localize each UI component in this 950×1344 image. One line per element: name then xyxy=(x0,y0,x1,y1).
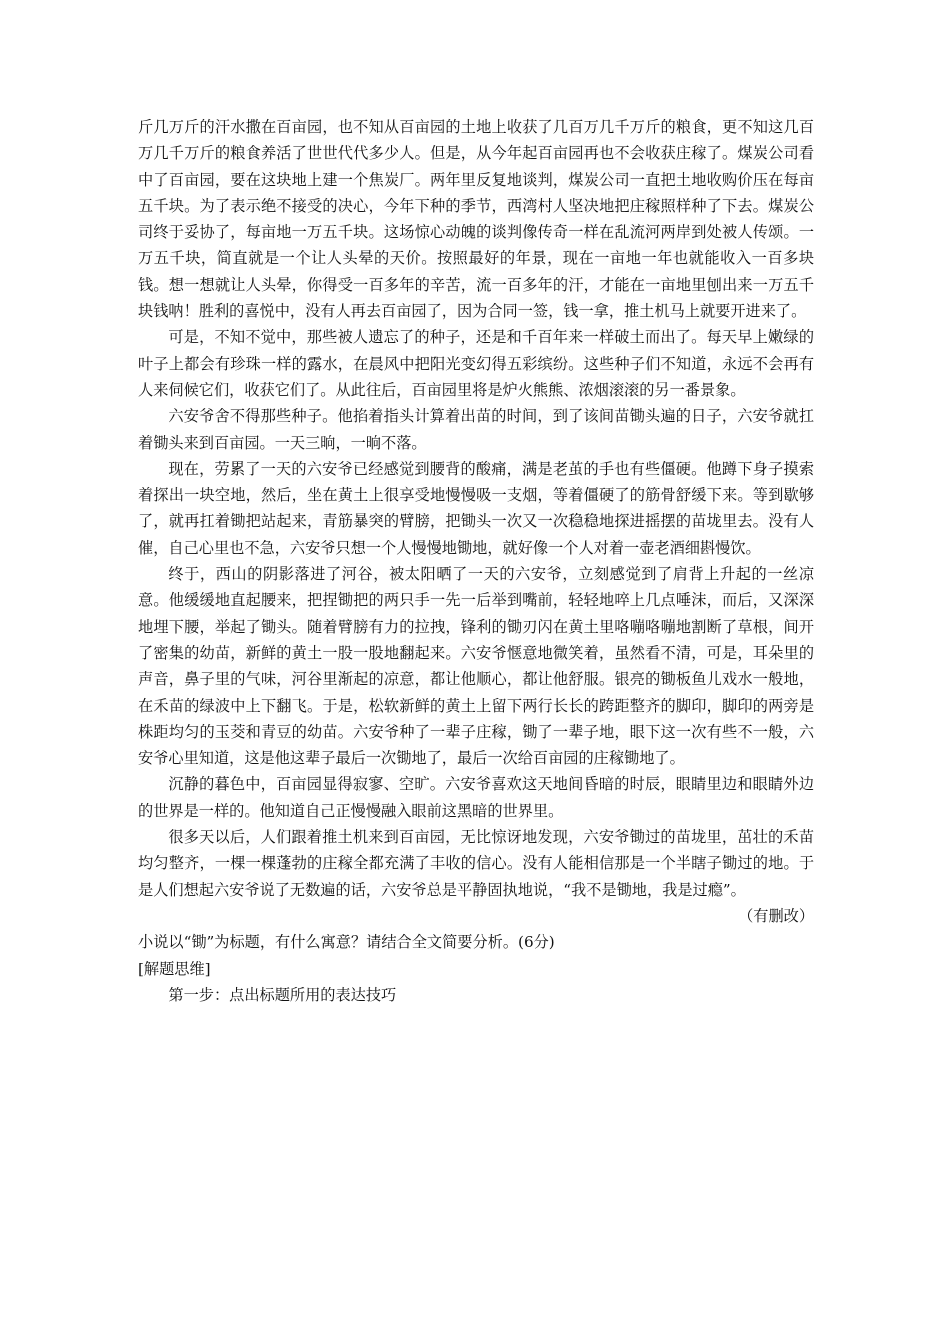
article-paragraph-4: 现在，劳累了一天的六安爷已经感觉到腰背的酸痛，满是老茧的手也有些僵硬。他蹲下身子摸索着探出一块空地，然后，坐在黄土上很享受地慢慢吸一支烟，等着僵硬了的筋骨舒缓下来。等到歇够了，就再扛着锄把站起来，青筋暴突的臂膀，把锄头一次又一次稳稳地探进摇摆的苗垅里去。没有人催，自己心里也不急，六安爷只想一个人慢慢地锄地，就好像一个人对着一壶老酒细斟慢饮。 xyxy=(138,459,814,557)
article-paragraph-5: 终于，西山的阴影落进了河谷，被太阳晒了一天的六安爷，立刻感觉到了肩背上升起的一丝凉意。他缓缓地直起腰来，把捏锄把的两只手一先一后举到嘴前，轻轻地啐上几点唾沫，而后，又深深地埋下腰，举起了锄头。随着臂膀有力的拉拽，锋利的锄刃闪在黄土里咯嘣咯嘣地割断了草根，间开了密集的幼苗，新鲜的黄土一股一股地翻起来。六安爷惬意地微笑着，虽然看不清，可是，耳朵里的声音，鼻子里的气味，河谷里渐起的凉意，都让他顺心，都让他舒服。银亮的锄板鱼儿戏水一般地，在禾苗的绿波中上下翻飞。于是，松软新鲜的黄土上留下两行长长的跨距整齐的脚印，脚印的两旁是株距均匀的玉茭和青豆的幼苗。六安爷种了一辈子庄稼，锄了一辈子地，眼下这一次有些不一般，六安爷心里知道，这是他这辈子最后一次锄地了，最后一次给百亩园的庄稼锄地了。 xyxy=(138,565,814,768)
article-paragraph-2: 可是，不知不觉中，那些被人遗忘了的种子，还是和千百年来一样破土而出了。每天早上嫩绿的叶子上都会有珍珠一样的露水，在晨风中把阳光变幻得五彩缤纷。这些种子们不知道，永远不会再有人来伺候它们，收获它们了。从此往后，百亩园里将是炉火熊熊、浓烟滚滚的另一番景象。 xyxy=(138,328,814,399)
article-paragraph-6: 沉静的暮色中，百亩园显得寂寥、空旷。六安爷喜欢这天地间昏暗的时辰，眼睛里边和眼睛外边的世界是一样的。他知道自己正慢慢融入眼前这黑暗的世界里。 xyxy=(138,775,814,820)
document-page xyxy=(138,114,814,1008)
source-note: （有删改） xyxy=(738,906,814,925)
article-paragraph-1: 斤几万斤的汗水撒在百亩园，也不知从百亩园的土地上收获了几百万几千万斤的粮食，更不知这几百万几千万斤的粮食养活了世世代代多少人。但是，从今年起百亩园再也不会收获庄稼了。煤炭公司看中了百亩园，要在这块地上建一个焦炭厂。两年里反复地谈判，煤炭公司一直把土地收购价压在每亩五千块。为了表示绝不接受的决心，今年下种的季节，西湾村人坚决地把庄稼照样种了下去。煤炭公司终于妥协了，每亩地一万五千块。这场惊心动魄的谈判像传奇一样在乱流河两岸到处被人传颂。一万五千块，简直就是一个让人头晕的天价。按照最好的年景，现在一亩地一年也就能收入一百多块钱。想一想就让人头晕，你得受一百多年的辛苦，流一百多年的汗，才能在一亩地里刨出来一万五千块钱呐！胜利的喜悦中，没有人再去百亩园了，因为合同一签，钱一拿，推土机马上就要开进来了。 xyxy=(138,118,814,321)
thinking-header: [解题思维] xyxy=(138,959,211,978)
article-paragraph-7: 很多天以后，人们跟着推土机来到百亩园，无比惊讶地发现，六安爷锄过的苗垅里，茁壮的禾苗均匀整齐，一棵一棵蓬勃的庄稼全都充满了丰收的信心。没有人能相信那是一个半瞎子锄过的地。于是人们想起六安爷说了无数遍的话，六安爷总是平静固执地说，“我不是锄地，我是过瘾”。 xyxy=(138,828,814,899)
question-text: 小说以“锄”为标题，有什么寓意？请结合全文简要分析。(6分) xyxy=(138,933,555,952)
step-one: 第一步：点出标题所用的表达技巧 xyxy=(168,985,397,1004)
article-paragraph-3: 六安爷舍不得那些种子。他掐着指头计算着出苗的时间，到了该间苗锄头遍的日子，六安爷就扛着锄头来到百亩园。一天三晌，一晌不落。 xyxy=(138,407,814,452)
